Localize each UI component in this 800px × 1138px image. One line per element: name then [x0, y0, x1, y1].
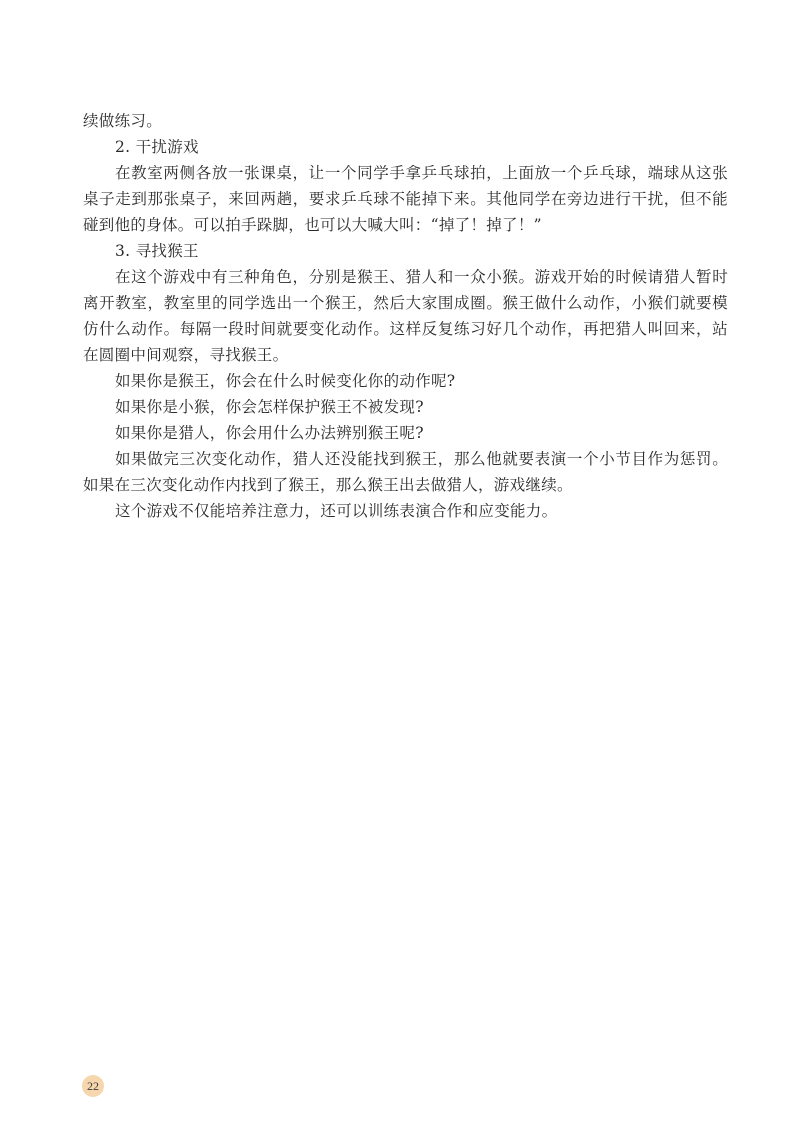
paragraph-continuation: 续做练习。	[83, 112, 163, 130]
paragraph-find-monkey-king-rules: 在这个游戏中有三种角色，分别是猴王、猎人和一众小猴。游戏开始的时候请猎人暂时离开教室，教室里的同学选出一个猴王，然后大家围成圈。猴王做什么动作，小猴们就要模仿什么动作。每隔一段时间就要变化动作。这样反复练习好几个动作，再把猎人叫回来，站在圆圈中间观察，寻找猴王。	[83, 268, 728, 364]
page-number-badge: 22	[82, 1075, 104, 1097]
paragraph-penalty-rule: 如果做完三次变化动作，猎人还没能找到猴王，那么他就要表演一个小节目作为惩罚。如果在三次变化动作内找到了猴王，那么猴王出去做猎人，游戏继续。	[83, 450, 728, 494]
paragraph-interference-game-rules: 在教室两侧各放一张课桌，让一个同学手拿乒乓球拍，上面放一个乒乓球，端球从这张桌子走到那张桌子，来回两趟，要求乒乓球不能掉下来。其他同学在旁边进行干扰，但不能碰到他的身体。可以拍手跺脚，也可以大喊大叫：“掉了！掉了！”	[83, 164, 728, 234]
section-heading-find-monkey-king: 3. 寻找猴王	[115, 242, 199, 260]
question-monkey-king: 如果你是猴王，你会在什么时候变化你的动作呢?	[115, 372, 456, 390]
paragraph-game-benefits: 这个游戏不仅能培养注意力，还可以训练表演合作和应变能力。	[115, 502, 558, 520]
section-heading-interference-game: 2. 干扰游戏	[115, 138, 199, 156]
question-hunter: 如果你是猎人，你会用什么办法辨别猴王呢?	[115, 424, 424, 442]
question-little-monkey: 如果你是小猴，你会怎样保护猴王不被发现?	[115, 398, 424, 416]
page-body	[83, 108, 728, 524]
